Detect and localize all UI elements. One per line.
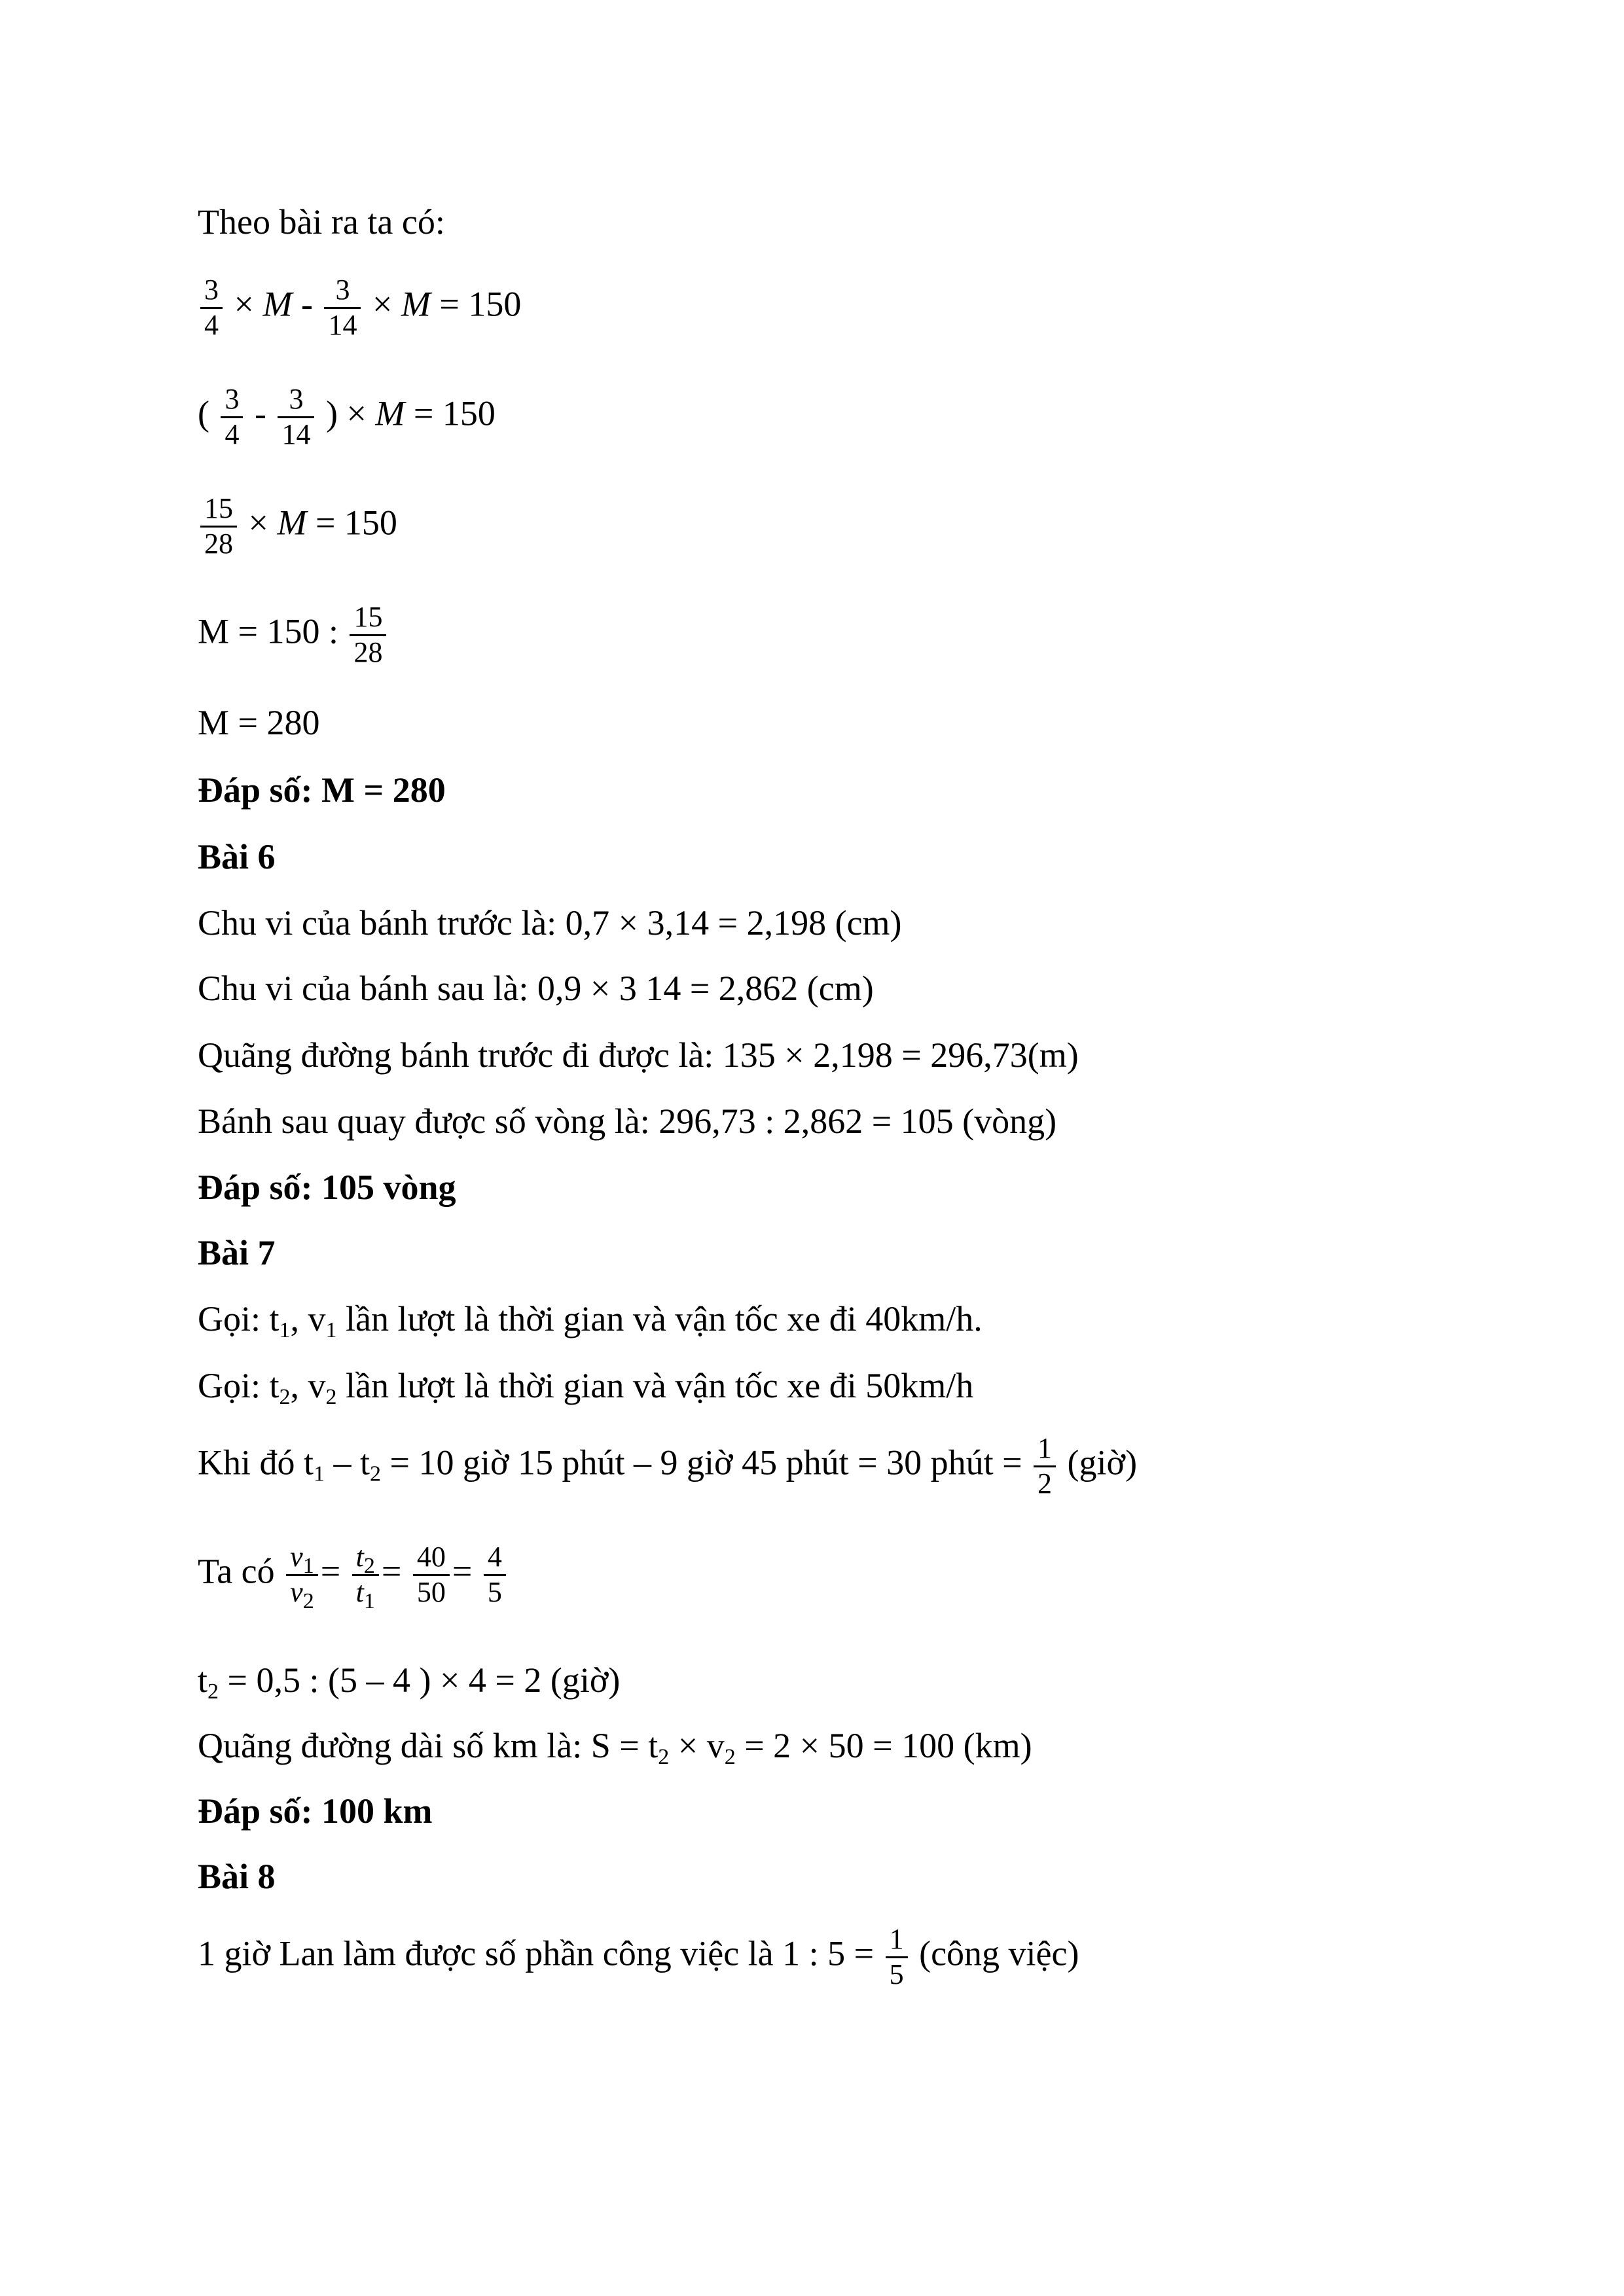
bai6-line-1: Chu vi của bánh trước là: 0,7 × 3,14 = 2,198 (cm): [198, 903, 902, 942]
equation-2: ( $\frac{3}{4}$ - $\frac{3}{14}$ ) × M = 150: [198, 383, 496, 450]
bai7-ta-co: Ta có $\frac{v_1}{v_2}$ = $\frac{t_2}{t_1}$ = $\frac{40}{50}$ = $\frac{4}{5}$: [198, 1541, 509, 1609]
bai7-t2: $t_2 = 0,5$ : (5 – 4 ) × 4 = 2 (giờ): [198, 1660, 621, 1704]
bai7-quang-duong: Quãng đường dài số km là: $S = t_2 \times v_2 = 2 \times 50 = 100$ (km): [198, 1726, 1032, 1769]
fraction: $\frac{40}{50}$: [413, 1541, 450, 1609]
fraction: $\frac{3}{14}$: [324, 274, 361, 342]
fraction: $\frac{15}{28}$: [200, 492, 237, 560]
bai8-line-1: 1 giờ Lan làm được số phần công việc là 1 : 5 = $\frac{1}{5}$ (công việc): [198, 1923, 1079, 1990]
fraction: $\frac{v_1}{v_2}$: [286, 1541, 318, 1609]
bai6-line-3: Quãng đường bánh trước đi được là: 135 × 2,198 = 296,73(m): [198, 1035, 1079, 1075]
fraction: $\frac{15}{28}$: [350, 601, 386, 669]
bai6-line-4: Bánh sau quay được số vòng là: 296,73 : 2,862 = 105 (vòng): [198, 1102, 1057, 1141]
heading-bai-6: Bài 6: [198, 837, 276, 876]
fraction: $\frac{3}{4}$: [200, 274, 223, 342]
bai6-line-2: Chu vi của bánh sau là: 0,9 × 3 14 = 2,862 (cm): [198, 969, 874, 1008]
bai7-khi-do: Khi đó $t_1 - t_2 = 10$ giờ 15 phút – 9 giờ 45 phút = 30 phút = $\frac{1}{2}$ (giờ): [198, 1432, 1138, 1499]
intro-text: Theo bài ra ta có:: [198, 202, 445, 242]
equation-5: M = 280: [198, 703, 320, 742]
equation-4: M = 150 : $\frac{15}{28}$: [198, 601, 389, 669]
bai7-goi-1: Gọi: $t_1$, $v_1$ lần lượt là thời gian và vận tốc xe đi 40km/h.: [198, 1299, 983, 1342]
fraction: $\frac{3}{14}$: [278, 383, 314, 451]
fraction: $\frac{t_2}{t_1}$: [352, 1541, 379, 1609]
heading-bai-8: Bài 8: [198, 1857, 276, 1896]
fraction: $\frac{3}{4}$: [221, 383, 243, 451]
bai7-goi-2: Gọi: $t_2$, $v_2$ lần lượt là thời gian và vận tốc xe đi 50km/h: [198, 1366, 974, 1409]
fraction: $\frac{1}{5}$: [886, 1923, 908, 1991]
fraction: $\frac{1}{2}$: [1034, 1432, 1056, 1500]
heading-bai-7: Bài 7: [198, 1233, 276, 1272]
equation-3: $\frac{15}{28}$ × M = 150: [198, 492, 397, 560]
fraction: $\frac{4}{5}$: [484, 1541, 506, 1609]
answer-5: Đáp số: M = 280: [198, 770, 446, 810]
answer-6: Đáp số: 105 vòng: [198, 1168, 456, 1207]
answer-7: Đáp số: 100 km: [198, 1791, 433, 1831]
equation-1: $\frac{3}{4}$ × M - $\frac{3}{14}$ × M = 150: [198, 274, 521, 342]
